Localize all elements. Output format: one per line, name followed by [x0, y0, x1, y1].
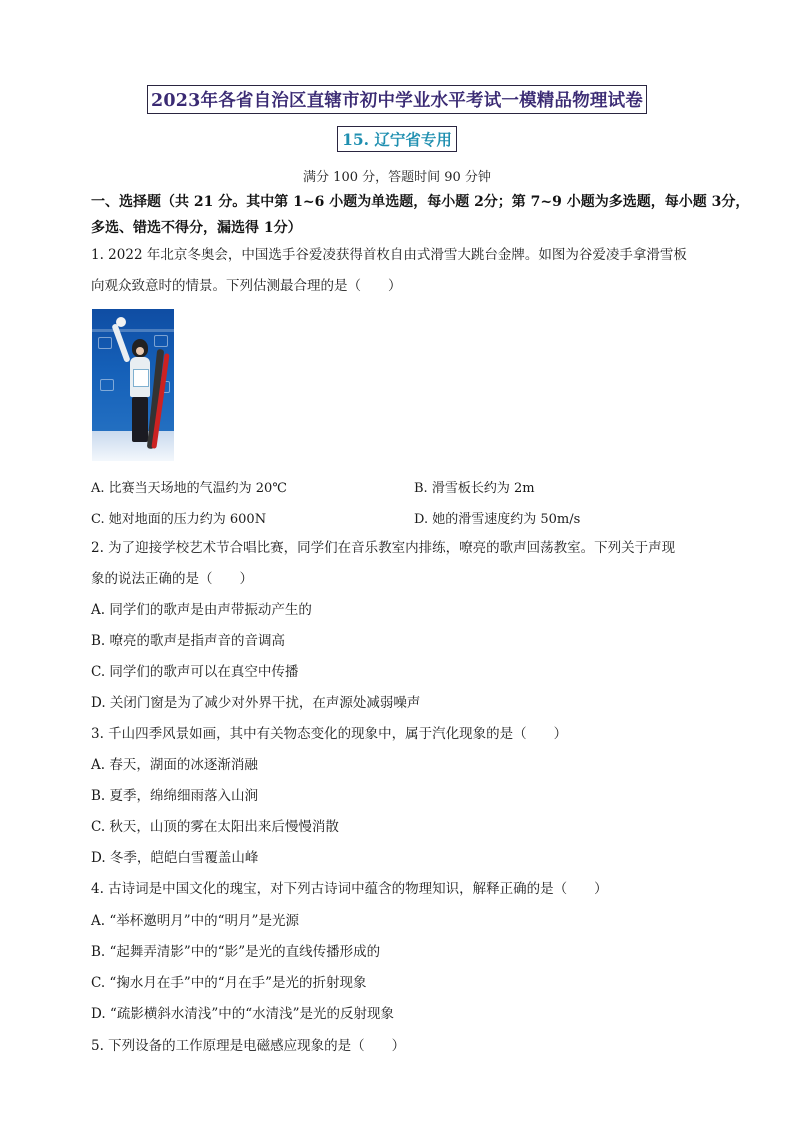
score-info: 满分 100 分，答题时间 90 分钟	[303, 170, 491, 185]
question-2-text-line1: 2. 为了迎接学校艺术节合唱比赛，同学们在音乐教室内排练，嘹亮的歌声回荡教室。下列关于声现	[91, 540, 676, 556]
question-4-option-d: D. “疏影横斜水清浅”中的“水清浅”是光的反射现象	[91, 1006, 395, 1022]
question-3-text: 3. 千山四季风景如画，其中有关物态变化的现象中，属于汽化现象的是（ ）	[91, 726, 568, 742]
question-1-option-b: B. 滑雪板长约为 2m	[414, 481, 535, 496]
subtitle-block	[0, 126, 794, 152]
question-5-text: 5. 下列设备的工作原理是电磁感应现象的是（ ）	[91, 1038, 406, 1054]
question-2-text-line2: 象的说法正确的是（ ）	[91, 571, 253, 587]
question-2-option-a: A. 同学们的歌声是由声带振动产生的	[91, 602, 312, 618]
question-1-text-line2: 向观众致意时的情景。下列估测最合理的是（ ）	[91, 278, 402, 294]
question-1-text-line1: 1. 2022 年北京冬奥会，中国选手谷爱凌获得首枚自由式滑雪大跳台金牌。如图为谷爱凌手拿滑雪板	[91, 247, 687, 263]
question-2-option-c: C. 同学们的歌声可以在真空中传播	[91, 664, 299, 680]
question-4-option-a: A. “举杯邀明月”中的“明月”是光源	[91, 913, 299, 929]
question-3-option-b: B. 夏季，绵绵细雨落入山涧	[91, 788, 259, 804]
section-heading-line2: 多选、错选不得分，漏选得 1分）	[91, 220, 302, 236]
section-heading-line1: 一、选择题（共 21 分。其中第 1~6 小题为单选题，每小题 2分；第 7~9 小题为多选题，每小题 3分，	[91, 194, 750, 210]
question-4-text: 4. 古诗词是中国文化的瑰宝，对下列古诗词中蕴含的物理知识，解释正确的是（ ）	[91, 881, 608, 897]
question-3-option-a: A. 春天，湖面的冰逐渐消融	[91, 757, 258, 773]
question-2-option-b: B. 嘹亮的歌声是指声音的音调高	[91, 633, 286, 649]
question-1-option-c: C. 她对地面的压力约为 600N	[91, 512, 267, 527]
question-4-option-c: C. “掬水月在手”中的“月在手”是光的折射现象	[91, 975, 367, 991]
skier-photo	[92, 309, 174, 461]
exam-title: 2023年各省自治区直辖市初中学业水平考试一模精品物理试卷	[147, 85, 647, 114]
exam-subtitle: 15. 辽宁省专用	[337, 126, 457, 152]
question-3-option-c: C. 秋天，山顶的雾在太阳出来后慢慢消散	[91, 819, 339, 835]
question-1-option-a: A. 比赛当天场地的气温约为 20℃	[91, 481, 287, 496]
question-4-option-b: B. “起舞弄清影”中的“影”是光的直线传播形成的	[91, 944, 381, 960]
question-1-option-d: D. 她的滑雪速度约为 50m/s	[414, 512, 581, 527]
question-2-option-d: D. 关闭门窗是为了减少对外界干扰，在声源处减弱噪声	[91, 695, 421, 711]
question-3-option-d: D. 冬季，皑皑白雪覆盖山峰	[91, 850, 259, 866]
title-block	[0, 85, 794, 114]
